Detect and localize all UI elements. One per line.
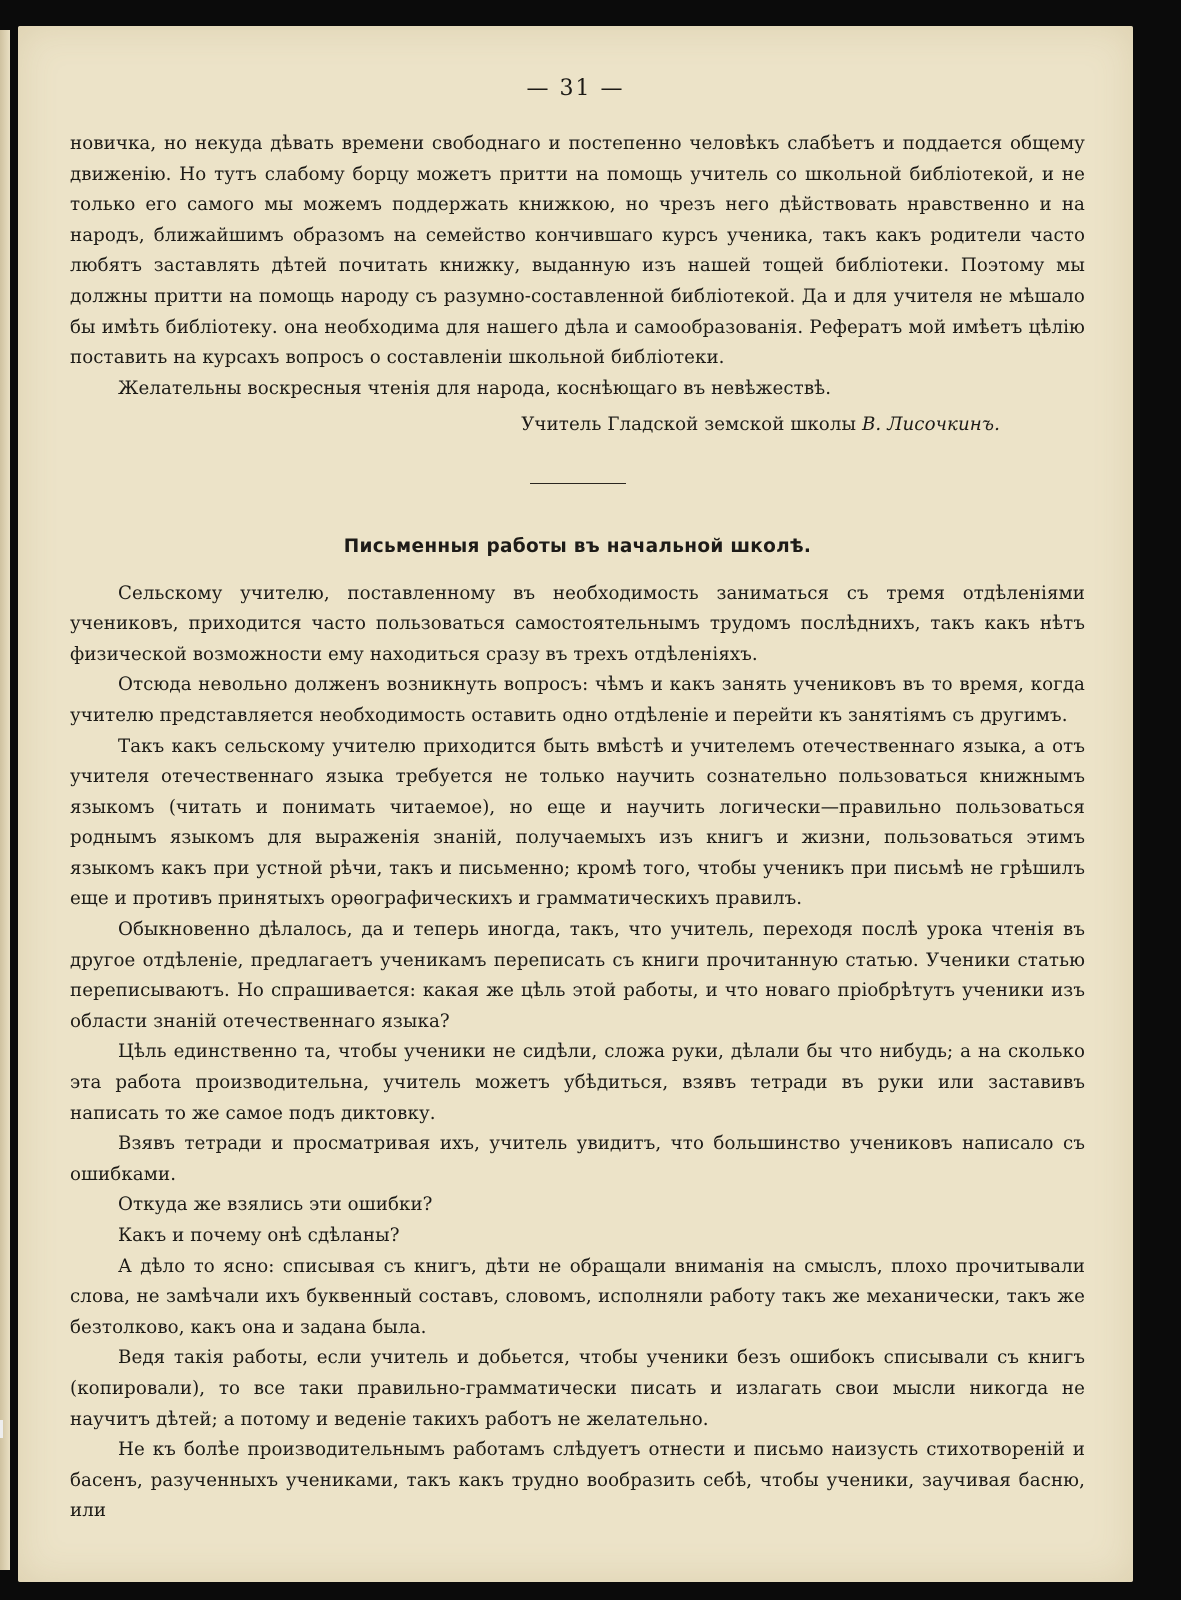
- section-divider: [530, 483, 626, 484]
- section-paragraph: Взявъ тетради и просматривая ихъ, учитель увидитъ, что большинство учениковъ написало съ ошибками.: [70, 1133, 1085, 1185]
- author-signature: [70, 410, 1085, 441]
- section-paragraph: А дѣло то ясно: списывая съ книгъ, дѣти не обращали вниманія на смыслъ, плохо прочитывали слова, не замѣчали ихъ буквенный составъ, словомъ, исполняли работу такъ же механически, такъ же безтолково, какъ она и задана была.: [70, 1255, 1085, 1338]
- section-paragraph: Цѣль единственно та, чтобы ученики не сидѣли, сложа руки, дѣлали бы что нибудь; а на сколько эта работа производительна, учитель можетъ убѣдиться, взявъ тетради въ руки или заставивъ написать то же самое подъ диктовку.: [70, 1041, 1085, 1124]
- page-number: — 31 —: [526, 76, 625, 101]
- signature-name: В. Лисочкинъ.: [861, 414, 1000, 436]
- section-paragraph: Ведя такія работы, если учитель и добьется, чтобы ученики безъ ошибокъ списывали съ книгъ (копировали), то все таки правильно-грамматически писать и излагать свои мысли никогда не научитъ дѣтей; а потому и веденіе такихъ работъ не желательно.: [70, 1347, 1085, 1430]
- section-title: Письменныя работы въ начальной школѣ.: [343, 535, 812, 557]
- adjacent-page-edge: [0, 30, 10, 1570]
- gutter-mark: [0, 1420, 3, 1438]
- section-paragraph: Не къ болѣе производительнымъ работамъ слѣдуетъ отнести и письмо наизусть стихотвореній и басенъ, разученныхъ учениками, такъ какъ трудно вообразить себѣ, чтобы ученики, заучивая басню, или: [70, 1439, 1085, 1522]
- section-paragraph: Обыкновенно дѣлалось, да и теперь иногда, такъ, что учитель, переходя послѣ урока чтенія въ другое отдѣленіе, предлагаетъ ученикамъ переписать съ книги прочитанную статью. Ученики статью переписываютъ. Но спрашивается: какая же цѣль этой работы, и что новаго пріобрѣтутъ ученики изъ области знаній отечественнаго языка?: [70, 919, 1085, 1032]
- section-paragraph: Какъ и почему онѣ сдѣланы?: [118, 1225, 400, 1246]
- signature-prefix: Учитель Гладской земской школы: [521, 414, 857, 436]
- book-page: [18, 26, 1133, 1582]
- page-text: [70, 129, 1085, 1527]
- paragraph-continued: новичка, но некуда дѣвать времени свободнаго и постепенно человѣкъ слабѣетъ и поддается общему движенію. Но тутъ слабому борцу можетъ притти на помощь учитель со школьной библіотекой, и не только его самого мы можемъ поддержать книжкою, но чрезъ него дѣйствовать нравственно и на народъ, ближайшимъ образомъ на семейство кончившаго курсъ ученика, такъ какъ родители часто любятъ заставлять дѣтей почитать книжку, выданную изъ нашей тощей библіотеки. Поэтому мы должны притти на помощь народу съ разумно-составленной библіотекой. Да и для учителя не мѣшало бы имѣть библіотеку. она необходима для нашего дѣла и самообразованія. Рефератъ мой имѣетъ цѣлію поставить на курсахъ вопросъ о составленіи школьной библіотеки.: [70, 133, 1085, 369]
- section-paragraph: Такъ какъ сельскому учителю приходится быть вмѣстѣ и учителемъ отечественнаго языка, а отъ учителя отечественнаго языка требуется не только научить сознательно пользоваться книжнымъ языкомъ (читать и понимать читаемое), но еще и научить логически—правильно пользоваться роднымъ языкомъ для выраженія знаній, получаемыхъ изъ книгъ и жизни, пользоваться этимъ языкомъ какъ при устной рѣчи, такъ и письменно; кромѣ того, чтобы ученикъ при письмѣ не грѣшилъ еще и противъ принятыхъ орѳографическихъ и грамматическихъ правилъ.: [70, 735, 1085, 910]
- section-paragraph: Откуда же взялись эти ошибки?: [118, 1194, 433, 1216]
- section-paragraph: Отсюда невольно долженъ возникнуть вопросъ: чѣмъ и какъ занять учениковъ въ то время, когда учителю представляется необходимость оставить одно отдѣленіе и перейти къ занятіямъ съ другимъ.: [70, 674, 1085, 726]
- section-paragraph: Сельскому учителю, поставленному въ необходимость заниматься съ тремя отдѣленіями учениковъ, приходится часто пользоваться самостоятельнымъ трудомъ послѣднихъ, такъ какъ нѣтъ физической возможности ему находиться сразу въ трехъ отдѣленіяхъ.: [70, 582, 1085, 665]
- paragraph-wish: Желательны воскресныя чтенія для народа, коснѣющаго въ невѣжествѣ.: [118, 377, 832, 399]
